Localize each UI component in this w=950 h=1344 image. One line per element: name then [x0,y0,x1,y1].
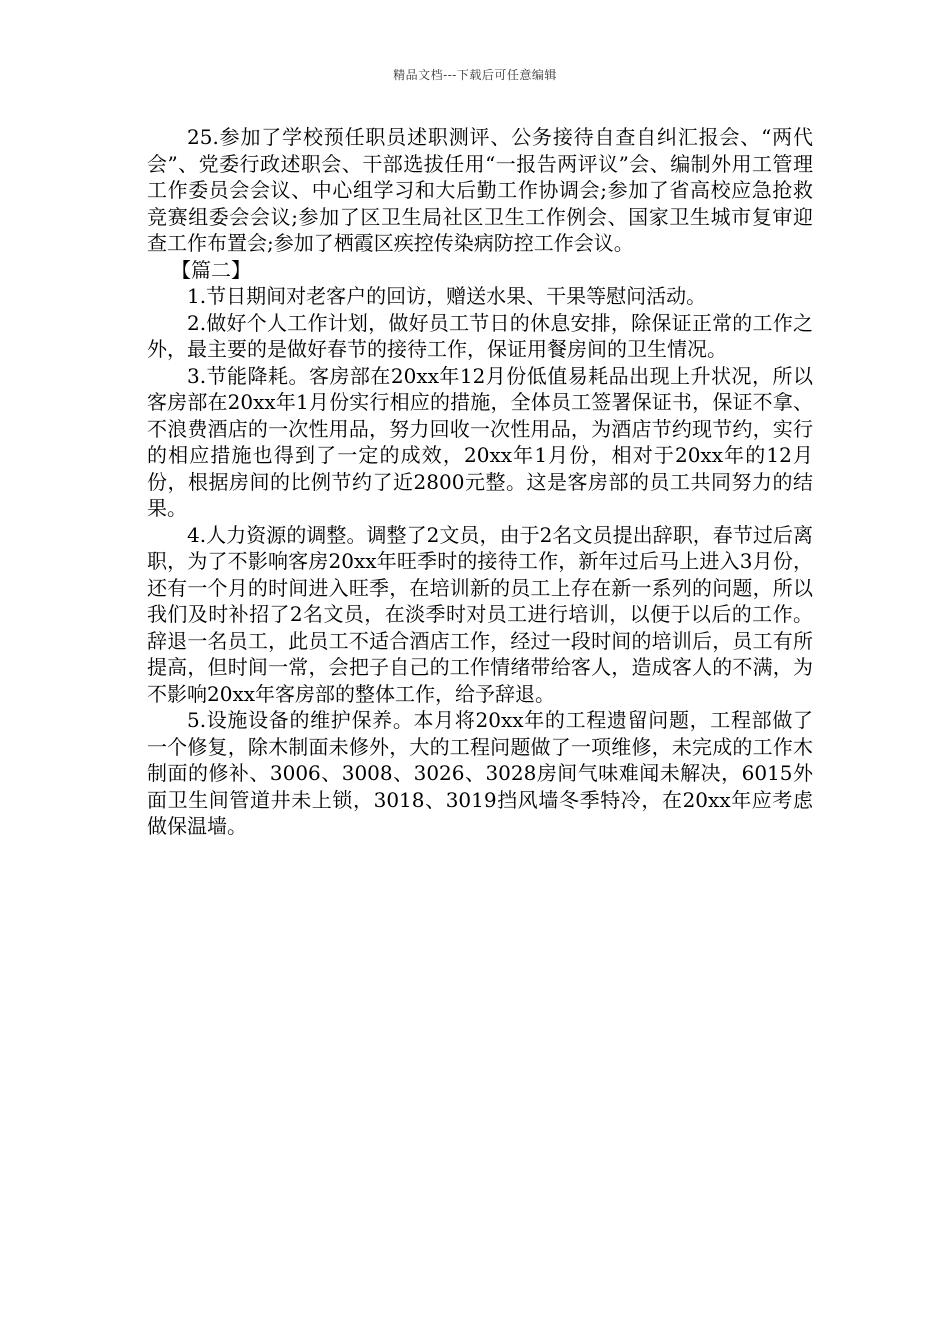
paragraph-item-4: 4.人力资源的调整。调整了2文员，由于2名文员提出辞职，春节过后离职，为了不影响客房20xx年旺季时的接待工作，新年过后马上进入3月份，还有一个月的时间进入旺季，在培训新的员工上存在新一系列的问题，所以我们及时补招了2名文员，在淡季时对员工进行培训，以便于以后的工作。辞退一名员工，此员工不适合酒店工作，经过一段时间的培训后，员工有所提高，但时间一常，会把子自己的工作情绪带给客人，造成客人的不满，为不影响20xx年客房部的整体工作，给予辞退。 [147,522,813,706]
paragraph-item-1: 1.节日期间对老客户的回访，赠送水果、干果等慰问活动。 [187,284,707,308]
paragraph-item-25: 25.参加了学校预任职员述职测评、公务接待自查自纠汇报会、“两代会”、党委行政述职会、干部选拔任用“一报告两评议”会、编制外用工管理工作委员会会议、中心组学习和大后勤工作协调会;参加了省高校应急抢救竞赛组委会会议;参加了区卫生局社区卫生工作例会、国家卫生城市复审迎查工作布置会;参加了栖霞区疾控传染病防控工作会议。 [147,125,813,255]
page-header: 精品文档---下载后可任意编辑 [393,68,557,82]
section-heading: 【篇二】 [171,257,251,282]
paragraph-item-3: 3.节能降耗。客房部在20xx年12月份低值易耗品出现上升状况，所以客房部在20xx年1月份实行相应的措施，全体员工签署保证书，保证不拿、不浪费酒店的一次性用品，努力回收一次性用品，为酒店节约现节约，实行的相应措施也得到了一定的成效，20xx年1月份，相对于20xx年的12月份，根据房间的比例节约了近2800元整。这是客房部的员工共同努力的结果。 [147,363,813,520]
paragraph-item-5: 5.设施设备的维护保养。本月将20xx年的工程遗留问题，工程部做了一个修复，除木制面未修外，大的工程问题做了一项维修，未完成的工作木制面的修补、3006、3008、3026、3028房间气味难闻未解决，6015外面卫生间管道井未上锁，3018、3019挡风墙冬季特冷，在20xx年应考虑做保温墙。 [147,708,813,838]
paragraph-item-2: 2.做好个人工作计划，做好员工节日的休息安排，除保证正常的工作之外，最主要的是做好春节的接待工作，保证用餐房间的卫生情况。 [147,310,813,361]
document-body [147,124,813,840]
